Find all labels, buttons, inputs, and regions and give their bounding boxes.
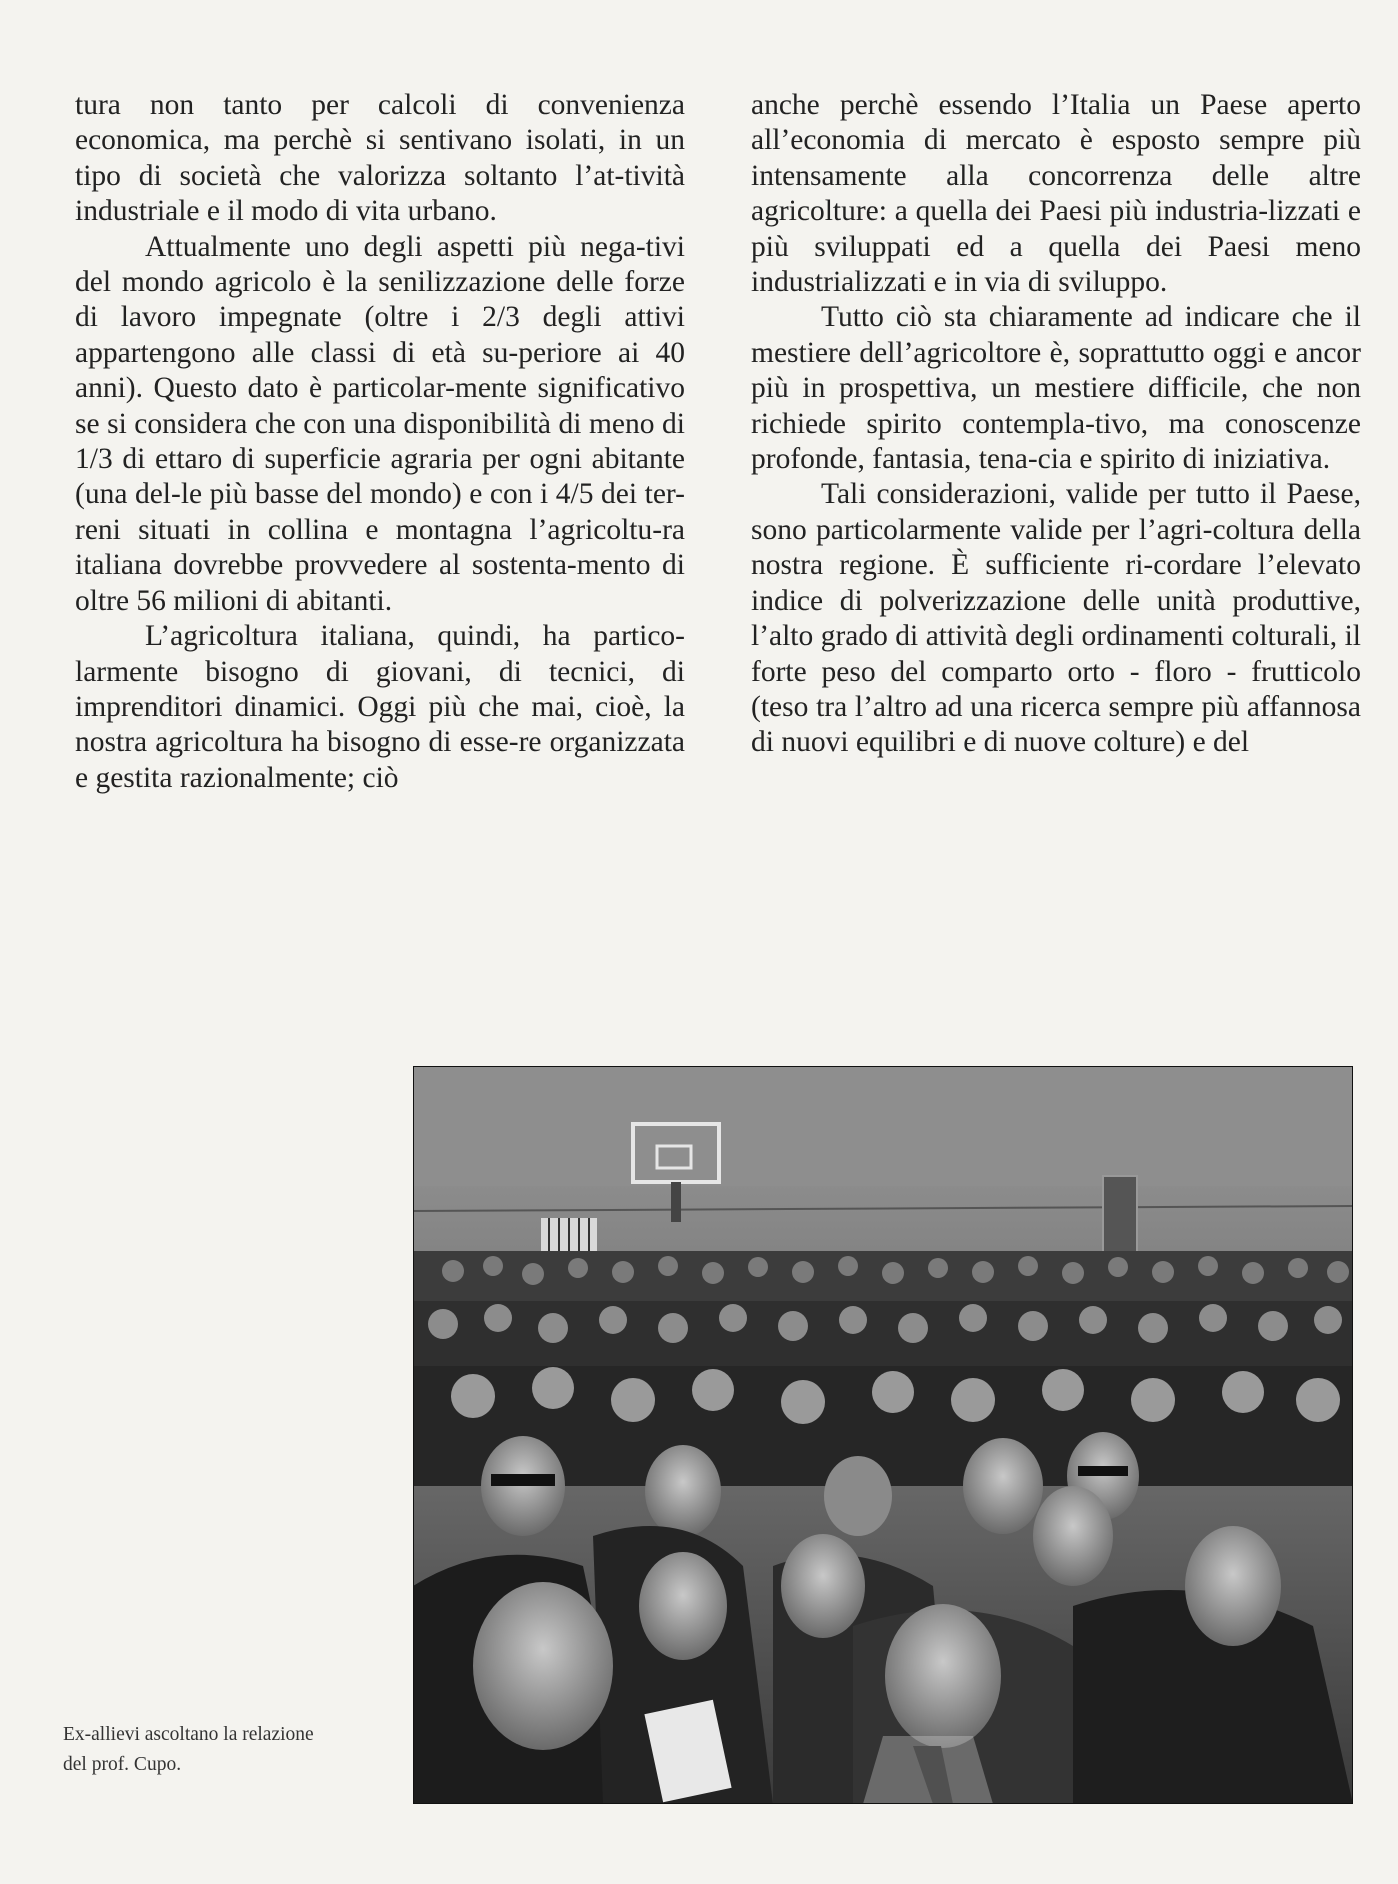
paragraph: Attualmente uno degli aspetti più nega-tivi del mondo agricolo è la senilizzazione delle forze di lavoro impegnate (oltre i 2/3 degli attivi appartengono alle classi di età su-periore ai 40 anni). Questo dato è particolar-mente significativo se si considera che con una disponibilità di meno di 1/3 di ettaro di superficie agraria per ogni abitante (una del-le più basse del mondo) e con i 4/5 dei ter-reni situati in collina e montagna l’agricoltu-ra italiana dovrebbe provvedere al sostenta-mento di oltre 56 milioni di abitanti.: [75, 230, 685, 617]
photo-caption: [63, 1720, 403, 1780]
caption-line: del prof. Cupo.: [63, 1754, 182, 1775]
caption-line: Ex-allievi ascoltano la relazione: [63, 1724, 314, 1745]
audience-photograph: [413, 1066, 1353, 1804]
paragraph: Tutto ciò sta chiaramente ad indicare che il mestiere dell’agricoltore è, soprattutto oggi e ancor più in prospettiva, un mestiere difficile, che non richiede spirito contempla-tivo, ma conoscenze profonde, fantasia, tena-cia e spirito di iniziativa.: [751, 301, 1361, 476]
paragraph: L’agricoltura italiana, quindi, ha partico-larmente bisogno di giovani, di tecnici, di imprenditori dinamici. Oggi più che mai, cioè, la nostra agricoltura ha bisogno di esse-re organizzata e gestita razionalmente; ciò: [75, 620, 685, 794]
photo-illustration: [413, 1066, 1353, 1804]
paragraph: anche perchè essendo l’Italia un Paese aperto all’economia di mercato è esposto sempre più intensamente alla concorrenza delle altre agricolture: a quella dei Paesi più industria-lizzati e più sviluppati ed a quella dei Paesi meno industrializzati e in via di sviluppo.: [751, 89, 1361, 299]
left-text-column: [75, 88, 685, 796]
paragraph: tura non tanto per calcoli di convenienza economica, ma perchè si sentivano isolati, in un tipo di società che valorizza soltanto l’at-tività industriale e il modo di vita urbano.: [75, 89, 685, 228]
right-text-column: [751, 88, 1361, 761]
paragraph: Tali considerazioni, valide per tutto il Paese, sono particolarmente valide per l’agri-coltura della nostra regione. È sufficiente ri-cordare l’elevato indice di polverizzazione delle unità produttive, l’alto grado di attività degli ordinamenti colturali, il forte peso del comparto orto - floro - frutticolo (teso tra l’altro ad una ricerca sempre più affannosa di nuovi equilibri e di nuove colture) e del: [751, 478, 1361, 759]
